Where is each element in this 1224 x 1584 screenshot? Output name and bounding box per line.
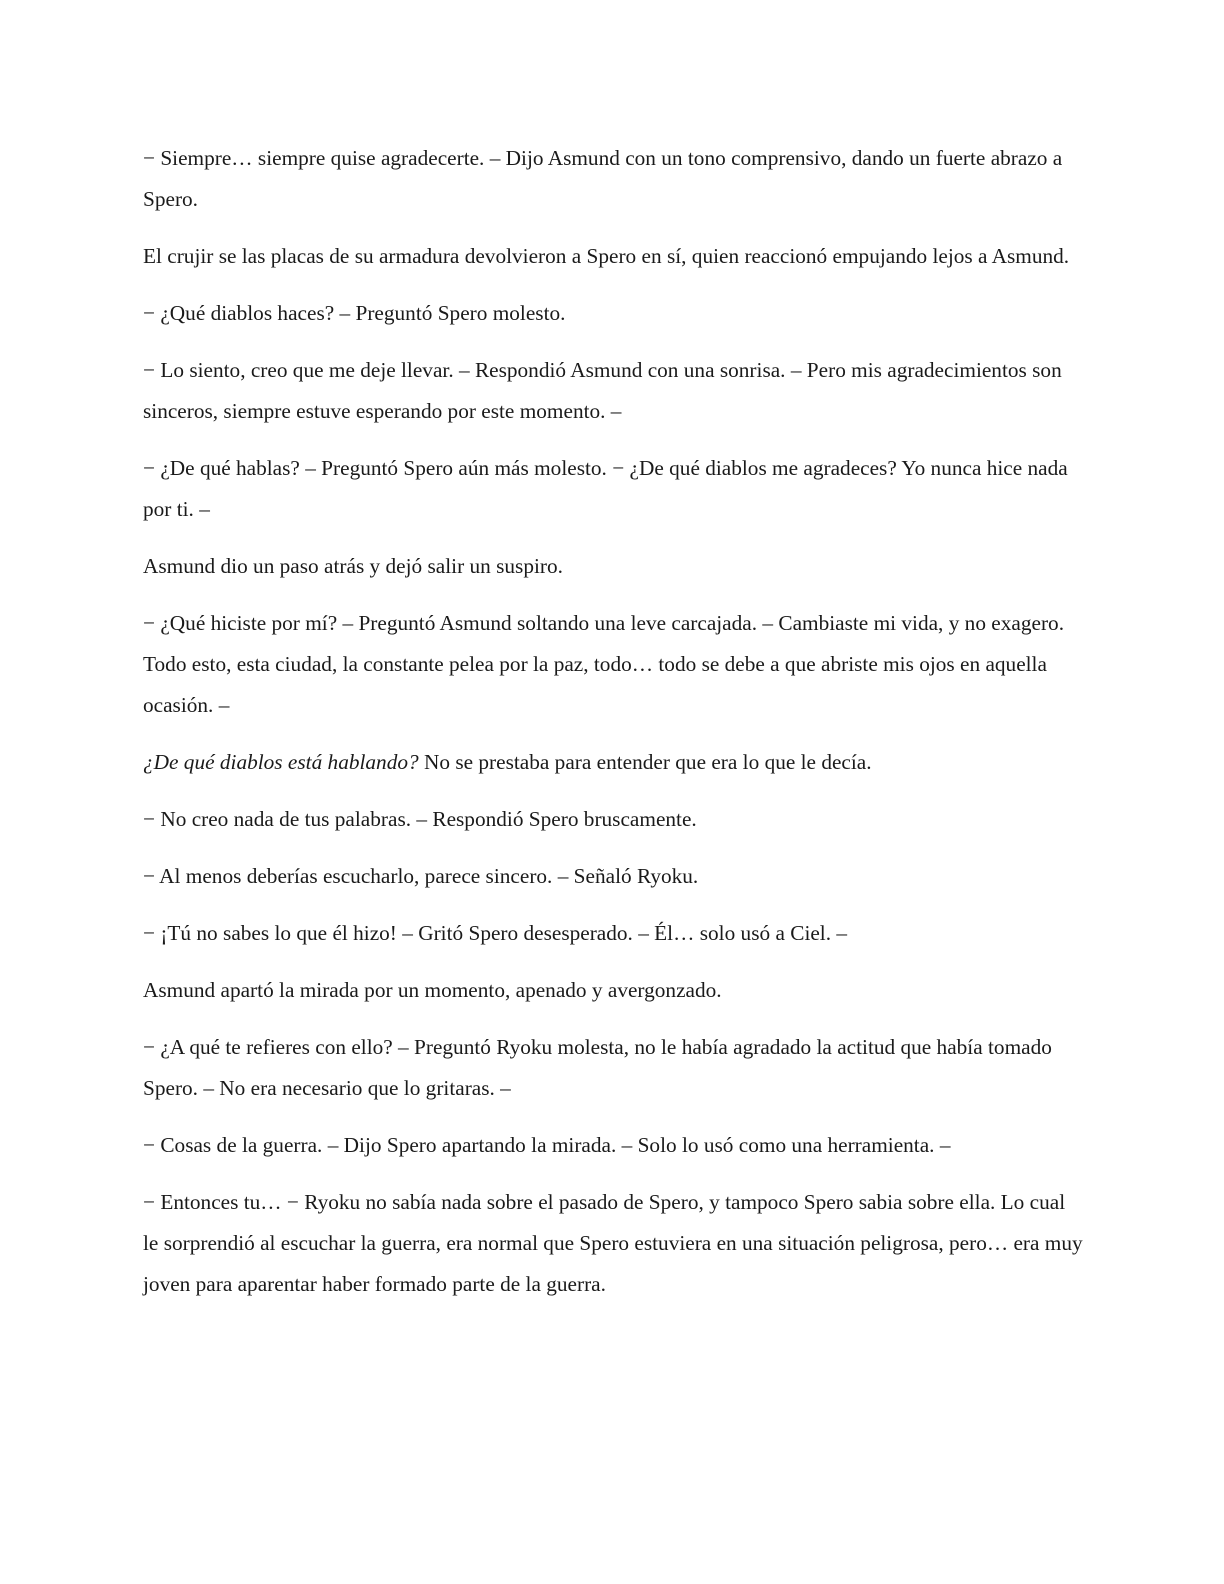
paragraph-text: Asmund apartó la mirada por un momento, apenado y avergonzado.: [143, 978, 722, 1002]
paragraph-4: [143, 350, 1083, 432]
paragraph-text: − ¿Qué hiciste por mí? – Preguntó Asmund soltando una leve carcajada. – Cambiaste mi vida, y no exagero. Todo esto, esta ciudad, la constante pelea por la paz, todo… todo se debe a que abriste mis ojos en aquella ocasión. –: [143, 611, 1065, 717]
document-page: [143, 138, 1083, 1321]
italic-thought: ¿De qué diablos está hablando?: [143, 750, 419, 774]
paragraph-9: [143, 799, 1083, 840]
paragraph-2: [143, 236, 1083, 277]
paragraph-7: [143, 603, 1083, 726]
paragraph-text: − ¿Qué diablos haces? – Preguntó Spero molesto.: [143, 301, 566, 325]
paragraph-text: No se prestaba para entender que era lo que le decía.: [418, 750, 872, 774]
paragraph-text: − Lo siento, creo que me deje llevar. – Respondió Asmund con una sonrisa. – Pero mis agradecimientos son sinceros, siempre estuve esperando por este momento. –: [143, 358, 1062, 423]
paragraph-1: [143, 138, 1083, 220]
paragraph-3: [143, 293, 1083, 334]
paragraph-text: − ¡Tú no sabes lo que él hizo! – Gritó Spero desesperado. – Él… solo usó a Ciel. –: [143, 921, 848, 945]
paragraph-13: [143, 1027, 1083, 1109]
paragraph-text: − Cosas de la guerra. – Dijo Spero apartando la mirada. – Solo lo usó como una herramienta. –: [143, 1133, 951, 1157]
paragraph-10: [143, 856, 1083, 897]
paragraph-text: − Siempre… siempre quise agradecerte. – Dijo Asmund con un tono comprensivo, dando un fuerte abrazo a Spero.: [143, 146, 1063, 211]
paragraph-text: − Al menos deberías escucharlo, parece sincero. – Señaló Ryoku.: [143, 864, 699, 888]
paragraph-12: [143, 970, 1083, 1011]
paragraph-5: [143, 448, 1083, 530]
paragraph-text: − ¿A qué te refieres con ello? – Preguntó Ryoku molesta, no le había agradado la actitud que había tomado Spero. – No era necesario que lo gritaras. –: [143, 1035, 1052, 1100]
paragraph-8: [143, 742, 1083, 783]
paragraph-text: Asmund dio un paso atrás y dejó salir un suspiro.: [143, 554, 563, 578]
paragraph-text: − ¿De qué hablas? – Preguntó Spero aún más molesto. − ¿De qué diablos me agradeces? Yo nunca hice nada por ti. –: [143, 456, 1068, 521]
paragraph-15: [143, 1182, 1083, 1305]
paragraph-11: [143, 913, 1083, 954]
paragraph-14: [143, 1125, 1083, 1166]
paragraph-text: El crujir se las placas de su armadura devolvieron a Spero en sí, quien reaccionó empujando lejos a Asmund.: [143, 244, 1070, 268]
paragraph-text: − Entonces tu… − Ryoku no sabía nada sobre el pasado de Spero, y tampoco Spero sabia sobre ella. Lo cual le sorprendió al escuchar la guerra, era normal que Spero estuviera en una situación peligrosa, pero… era muy joven para aparentar haber formado parte de la guerra.: [143, 1190, 1083, 1296]
paragraph-text: − No creo nada de tus palabras. – Respondió Spero bruscamente.: [143, 807, 697, 831]
paragraph-6: [143, 546, 1083, 587]
